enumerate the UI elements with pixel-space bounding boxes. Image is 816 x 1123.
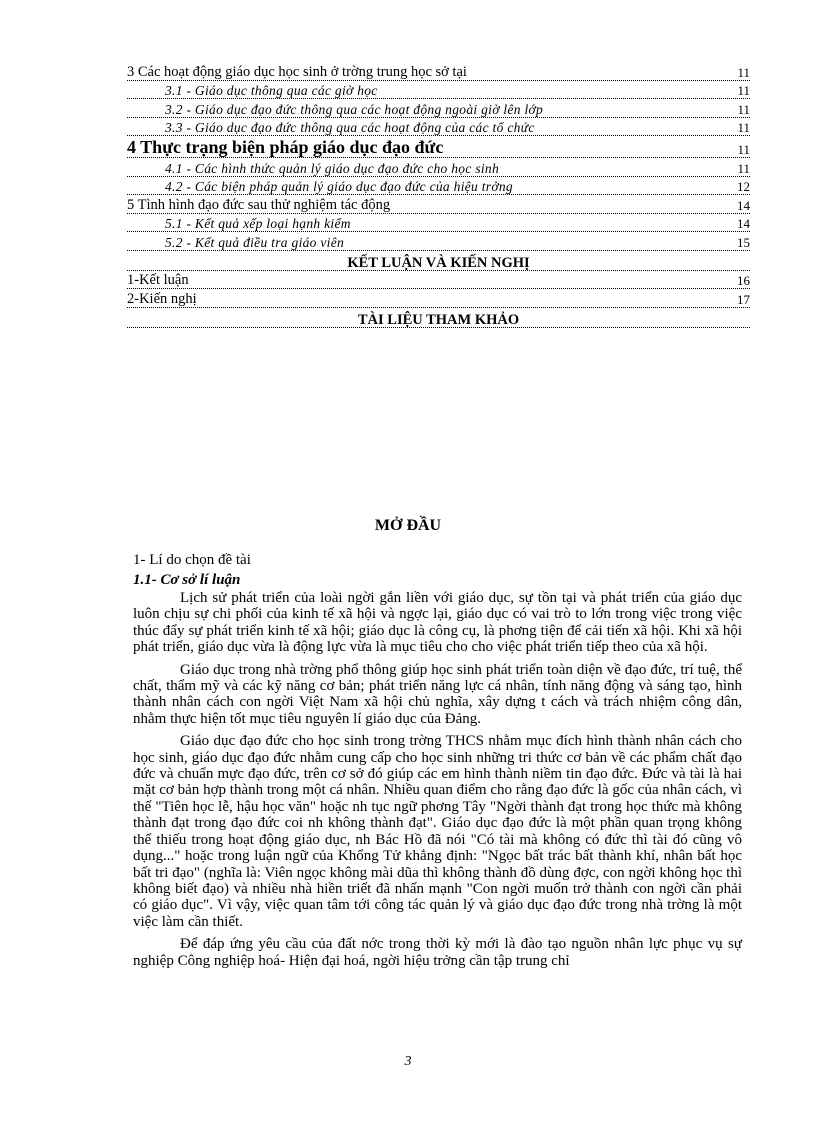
toc-entry xyxy=(127,158,750,177)
toc-entry-page: 11 xyxy=(737,160,750,176)
toc-heading-conclusion xyxy=(127,251,750,271)
toc-entry-page: 11 xyxy=(737,64,750,80)
toc-entry xyxy=(127,214,750,233)
toc-entry-title: 3.2 - Giáo dục đạo đức thông qua các hoạt động ngoài giờ lên lớp xyxy=(165,101,544,117)
paragraph: Lịch sử phát triển của loài ngời gắn liền với giáo dục, sự tồn tại và phát triển của giáo dục luôn chịu sự chi phối của kinh tế xã hội và ngợc lại, giáo dục có vai trò to lớn trong việc trong việc thúc đẩy sự phát triển kinh tế xã hội; giáo dục là công cụ, là phơng tiện để cải tiến xã hội. Khi xã hội phát triển, giáo dục vừa là động lực vừa là mục tiêu cho cho việc phát triển tiếp theo của xã hội. xyxy=(133,590,742,656)
toc-entry xyxy=(127,99,750,118)
toc-entry-title: 5 Tình hình đạo đức sau thử nghiệm tác động xyxy=(127,196,391,213)
toc-entry-title: 3.3 - Giáo dục đạo đức thông qua các hoạt động của các tổ chức xyxy=(165,120,535,135)
toc-entry-title: 2-Kiến nghị xyxy=(127,290,197,307)
toc-entry-title: 3 Các hoạt động giáo dục học sinh ở trờng trung học sở tại xyxy=(127,63,467,80)
table-of-contents xyxy=(127,62,750,328)
toc-entry-page: 14 xyxy=(737,216,750,231)
toc-heading-conclusion-text: KẾT LUẬN VÀ KIẾN NGHỊ xyxy=(347,254,530,271)
toc-entry-title: 5.1 - Kết quả xếp loại hạnh kiểm xyxy=(165,216,351,231)
document-title: MỞ ĐẦU xyxy=(374,517,442,534)
toc-entry-page: 16 xyxy=(737,273,750,288)
section-heading: 1- Lí do chọn đề tài xyxy=(133,552,251,568)
toc-entry xyxy=(127,81,750,100)
toc-entry-page: 11 xyxy=(737,142,750,157)
toc-entry-page: 14 xyxy=(737,197,750,213)
paragraph: Giáo dục đạo đức cho học sinh trong trờng THCS nhằm mục đích hình thành nhân cách cho học sinh, giáo dục đạo đức nhằm cung cấp cho học sinh những tri thức cơ bản về các phẩm chất đạo đức và chuẩn mực đạo đức, trên cơ sở đó giúp các em hình thành niềm tin đạo đức. Đức và tài là hai mặt cơ bản hợp thành trong một cá nhân. Nhiều quan điểm cho rằng đạo đức là gốc của nhân cách, vì thế "Tiên học lễ, hậu học văn" hoặc nh tục ngữ phơng Tây "Ngời thành đạt trong học thức mà không thành đạt trong đạo đức coi nh không thành đạt". Giáo dục đạo đức là một phần quan trọng không thể thiếu trong hoạt động giáo dục, nh Bác Hồ đã nói "Có tài mà không có đức thì tài đó cũng vô dụng..." hoặc trong luận ngữ của Khổng Tử khẳng định: "Ngọc bất trác bất thành khí, nhân bất học bất tri đạo" (nghĩa là: Viên ngọc không mài dũa thì không thành đồ dùng đợc, con ngời không học thì không biết đạo) và nhiều nhà hiền triết đã nhấn mạnh "Con ngời muốn trở thành con ngời cần phải có giáo dục". Vì vậy, việc quan tâm tới công tác quản lý và giáo dục đạo đức trong nhà trờng là một việc làm cần thiết. xyxy=(133,733,742,930)
toc-entry xyxy=(127,118,750,137)
toc-entry xyxy=(127,195,750,214)
toc-entry xyxy=(127,271,750,290)
toc-entry-page: 11 xyxy=(737,83,750,98)
toc-entry xyxy=(127,289,750,308)
toc-entry-page: 17 xyxy=(737,291,750,307)
toc-entry-page: 15 xyxy=(737,234,750,250)
toc-heading-references xyxy=(127,308,750,328)
toc-entry-title: 4 Thực trạng biện pháp giáo dục đạo đức xyxy=(127,137,444,157)
toc-entry xyxy=(127,62,750,81)
toc-entry xyxy=(127,177,750,196)
toc-entry-title: 3.1 - Giáo dục thông qua các giờ học xyxy=(165,83,378,98)
toc-entry-title: 1-Kết luận xyxy=(127,272,189,288)
page-number: 3 xyxy=(404,1054,412,1069)
toc-heading-references-text: TÀI LIỆU THAM KHẢO xyxy=(357,311,520,328)
toc-entry-page: 12 xyxy=(737,179,750,194)
paragraph: Giáo dục trong nhà trờng phổ thông giúp học sinh phát triển toàn diện về đạo đức, trí tuệ, thể chất, thẩm mỹ và các kỹ năng cơ bản; phát triển năng lực cá nhân, tính năng động và sáng tạo, hình thành nhân cách con ngời Việt Nam xã hội chủ nghĩa, xây dựng t cách và trách nhiệm công dân, nhằm thực hiện tốt mục tiêu nguyên lí giáo dục của Đảng. xyxy=(133,661,742,727)
subsection-heading: 1.1- Cơ sở lí luận xyxy=(133,572,241,588)
toc-entry-title: 4.1 - Các hình thức quản lý giáo dục đạo đức cho học sinh xyxy=(165,160,500,176)
toc-entry-title: 4.2 - Các biện pháp quản lý giáo dục đạo đức của hiệu trởng xyxy=(165,179,513,194)
toc-entry-title: 5.2 - Kết quả điều tra giáo viên xyxy=(165,234,345,250)
paragraph: Để đáp ứng yêu cầu của đất nớc trong thời kỳ mới là đào tạo nguồn nhân lực phục vụ sự nghiệp Công nghiệp hoá- Hiện đại hoá, ngời hiệu trởng cần tập trung chỉ xyxy=(133,936,742,969)
body-text xyxy=(133,590,742,975)
toc-entry-page: 11 xyxy=(737,101,750,117)
toc-entry xyxy=(127,136,750,158)
toc-entry-page: 11 xyxy=(737,120,750,135)
toc-entry xyxy=(127,232,750,251)
